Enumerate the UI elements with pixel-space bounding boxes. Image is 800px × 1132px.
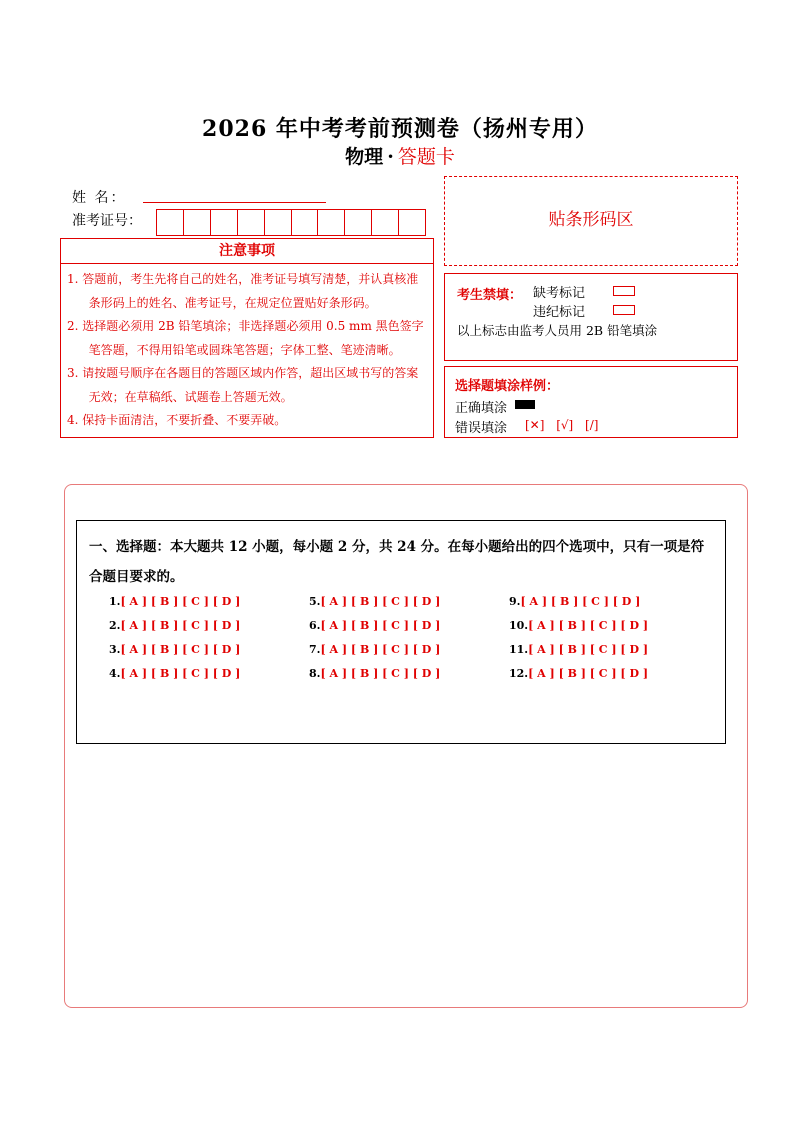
question-row[interactable] — [109, 619, 240, 632]
absent-mark-label: 缺考标记 — [533, 286, 586, 301]
question-number: 4. — [109, 667, 121, 680]
staff-only-panel — [444, 273, 738, 361]
subtitle-separator: · — [387, 146, 394, 168]
question-row[interactable] — [309, 643, 440, 656]
question-row[interactable] — [309, 595, 440, 608]
notice-panel — [60, 238, 434, 438]
card-label: 答题卡 — [397, 146, 455, 168]
wrong-fill-examples: [✕] [√] [/] — [525, 418, 599, 432]
notice-item: 2. 选择题必须用 2B 铅笔填涂；非选择题必须用 0.5 mm 黑色签字笔答题，不得用铅笔或圆珠笔答题；字体工整、笔迹清晰。 — [67, 319, 424, 357]
question-row[interactable] — [109, 643, 240, 656]
question-number: 11. — [509, 643, 529, 656]
question-row[interactable] — [109, 667, 240, 680]
question-number: 7. — [309, 643, 321, 656]
answer-options[interactable]: [ A ] [ B ] [ C ] [ D ] — [320, 643, 441, 656]
page-subtitle — [0, 142, 800, 169]
exam-id-digit-box[interactable] — [157, 210, 184, 235]
exam-id-digit-box[interactable] — [372, 210, 399, 235]
exam-id-field[interactable] — [156, 209, 426, 236]
violation-mark-box[interactable] — [613, 305, 635, 315]
question-row[interactable] — [309, 667, 440, 680]
exam-id-digit-box[interactable] — [238, 210, 265, 235]
question-row[interactable] — [509, 619, 648, 632]
answer-options[interactable]: [ A ] [ B ] [ C ] [ D ] — [528, 619, 649, 632]
exam-id-digit-box[interactable] — [345, 210, 372, 235]
question-row[interactable] — [509, 643, 648, 656]
question-number: 3. — [109, 643, 121, 656]
question-row[interactable] — [509, 595, 640, 608]
answer-options[interactable]: [ A ] [ B ] [ C ] [ D ] — [120, 643, 241, 656]
question-number: 6. — [309, 619, 321, 632]
multiple-choice-heading: 一、选择题：本大题共 12 小题，每小题 2 分，共 24 分。在每小题给出的四个选项中，只有一项是符合题目要求的。 — [89, 539, 705, 585]
exam-id-digit-box[interactable] — [318, 210, 345, 235]
question-number: 2. — [109, 619, 121, 632]
notice-item: 1. 答题前，考生先将自己的姓名，准考证号填写清楚，并认真核准条形码上的姓名、准考证号，在规定位置贴好条形码。 — [67, 272, 419, 310]
staff-only-title: 考生禁填： — [457, 288, 523, 303]
question-row[interactable] — [509, 667, 648, 680]
fill-sample-panel — [444, 366, 738, 438]
barcode-area: 贴条形码区 — [444, 176, 738, 266]
question-row[interactable] — [309, 619, 440, 632]
page-title: 2026 年中考考前预测卷（扬州专用） — [202, 116, 598, 142]
answer-options[interactable]: [ A ] [ B ] [ C ] [ D ] — [320, 595, 441, 608]
wrong-fill-label: 错误填涂 — [455, 421, 508, 436]
question-number: 1. — [109, 595, 121, 608]
fill-sample-title: 选择题填涂样例： — [455, 379, 560, 394]
answer-options[interactable]: [ A ] [ B ] [ C ] [ D ] — [320, 619, 441, 632]
violation-mark-label: 违纪标记 — [533, 305, 586, 320]
question-number: 12. — [509, 667, 529, 680]
question-number: 9. — [509, 595, 521, 608]
notice-item: 4. 保持卡面清洁，不要折叠、不要弄破。 — [67, 413, 287, 427]
correct-fill-label: 正确填涂 — [455, 401, 508, 416]
exam-id-label: 准考证号： — [72, 213, 142, 229]
answer-options[interactable]: [ A ] [ B ] [ C ] [ D ] — [120, 619, 241, 632]
correct-fill-example — [515, 400, 535, 409]
staff-only-note: 以上标志由监考人员用 2B 铅笔填涂 — [457, 323, 658, 338]
absent-mark-box[interactable] — [613, 286, 635, 296]
notice-heading: 注意事项 — [61, 239, 433, 264]
answer-options[interactable]: [ A ] [ B ] [ C ] [ D ] — [120, 595, 241, 608]
multiple-choice-section — [76, 520, 726, 744]
notice-item: 3. 请按题号顺序在各题目的答题区域内作答，超出区域书写的答案无效；在草稿纸、试题卷上答题无效。 — [67, 366, 419, 404]
exam-id-digit-box[interactable] — [265, 210, 292, 235]
question-number: 10. — [509, 619, 529, 632]
name-field[interactable] — [143, 202, 326, 203]
exam-id-digit-box[interactable] — [184, 210, 211, 235]
answer-options[interactable]: [ A ] [ B ] [ C ] [ D ] — [528, 643, 649, 656]
exam-id-digit-box[interactable] — [399, 210, 425, 235]
question-number: 5. — [309, 595, 321, 608]
answer-options[interactable]: [ A ] [ B ] [ C ] [ D ] — [528, 667, 649, 680]
notice-list — [61, 264, 433, 433]
subject-label: 物理 — [345, 146, 384, 168]
answer-options[interactable]: [ A ] [ B ] [ C ] [ D ] — [120, 667, 241, 680]
exam-id-digit-box[interactable] — [211, 210, 238, 235]
answer-options[interactable]: [ A ] [ B ] [ C ] [ D ] — [320, 667, 441, 680]
answer-options[interactable]: [ A ] [ B ] [ C ] [ D ] — [520, 595, 641, 608]
exam-id-digit-box[interactable] — [292, 210, 319, 235]
question-number: 8. — [309, 667, 321, 680]
name-label: 姓 名： — [72, 190, 127, 206]
question-row[interactable] — [109, 595, 240, 608]
